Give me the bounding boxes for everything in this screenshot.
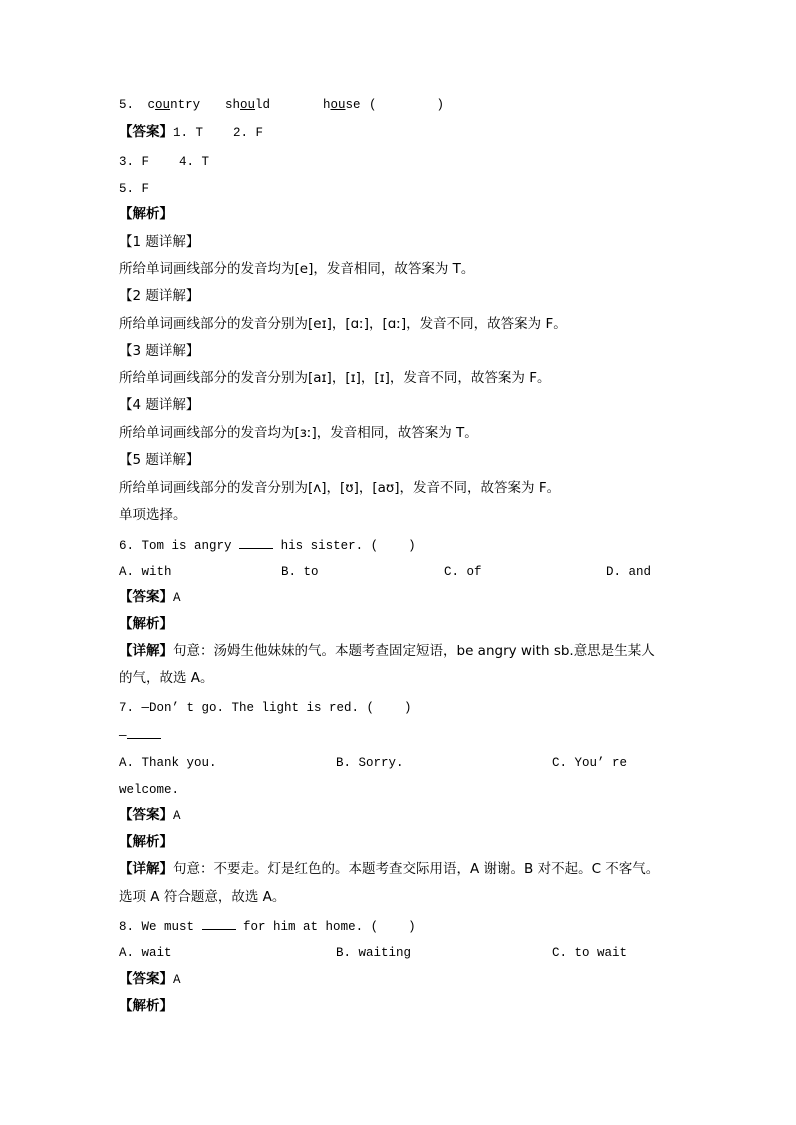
option-a: A. wait xyxy=(119,946,172,960)
option-a: A. Thank you. xyxy=(119,756,217,770)
q7-answer: 【答案】A xyxy=(119,807,181,823)
q6-answer: 【答案】A xyxy=(119,589,181,605)
question-6: 6. Tom is angry his sister. ( ) xyxy=(119,536,416,555)
q7-detail-line-1: 【详解】句意：不要走。灯是红色的。本题考查交际用语，A 谢谢。B 对不起。C 不客气。 xyxy=(119,861,660,877)
question-5 xyxy=(119,96,445,114)
answer-line-1 xyxy=(119,123,263,142)
q7-detail-line-2: 选项 A 符合题意，故选 A。 xyxy=(119,889,286,905)
option-b: B. waiting xyxy=(336,946,412,960)
option-c: C. to wait xyxy=(552,946,628,960)
answer-label: 【答案】 xyxy=(119,124,173,140)
option-c: C. of xyxy=(444,565,482,579)
detail-label-3: 【3 题详解】 xyxy=(119,343,200,359)
q6-detail-line-1: 【详解】句意：汤姆生他妹妹的气。本题考查固定短语，be angry with sb.意思是生某人 xyxy=(119,643,655,659)
q7-analysis-label: 【解析】 xyxy=(119,834,173,850)
fill-blank xyxy=(127,726,161,739)
detail-text-3: 所给单词画线部分的发音分别为[aɪ]，[ɪ]，[ɪ]，发音不同，故答案为 F。 xyxy=(119,370,551,386)
q6-analysis-label: 【解析】 xyxy=(119,616,173,632)
detail-label-2: 【2 题详解】 xyxy=(119,288,200,304)
answer-values: 1. T 2. F xyxy=(173,126,264,140)
question-8: 8. We must for him at home. ( ) xyxy=(119,917,416,936)
fill-blank xyxy=(239,536,273,549)
answer-line-3: 5. F xyxy=(119,182,150,196)
option-b: B. Sorry. xyxy=(336,756,404,770)
answer-line-2: 3. F 4. T xyxy=(119,155,210,169)
word-country: country xyxy=(147,98,201,112)
detail-text-1: 所给单词画线部分的发音均为[e]，发音相同，故答案为 T。 xyxy=(119,261,475,277)
option-c-wrap: welcome. xyxy=(119,783,180,797)
q8-analysis-label: 【解析】 xyxy=(119,998,173,1014)
q7-reply: — xyxy=(119,726,161,745)
fill-blank xyxy=(202,917,236,930)
section-title: 单项选择。 xyxy=(119,507,187,523)
word-house: house xyxy=(323,98,361,112)
detail-label-4: 【4 题详解】 xyxy=(119,397,200,413)
question-number: 5. xyxy=(119,98,135,112)
word-should: should xyxy=(225,98,271,112)
option-b: B. to xyxy=(281,565,319,579)
option-c: C. You’ re xyxy=(552,756,628,770)
option-a: A. with xyxy=(119,565,172,579)
detail-label-1: 【1 题详解】 xyxy=(119,234,200,250)
q6-detail-line-2: 的气，故选 A。 xyxy=(119,670,214,686)
question-7: 7. —Don’ t go. The light is red. ( ) xyxy=(119,701,412,715)
detail-text-4: 所给单词画线部分的发音均为[ɜː]，发音相同，故答案为 T。 xyxy=(119,425,478,441)
analysis-label: 【解析】 xyxy=(119,206,173,222)
q8-answer: 【答案】A xyxy=(119,971,181,987)
detail-label-5: 【5 题详解】 xyxy=(119,452,200,468)
answer-paren: ( ) xyxy=(369,98,445,112)
detail-text-5: 所给单词画线部分的发音分别为[ʌ]，[ʊ]，[aʊ]，发音不同，故答案为 F。 xyxy=(119,480,561,496)
option-d: D. and xyxy=(606,565,652,579)
detail-text-2: 所给单词画线部分的发音分别为[eɪ]，[ɑː]，[ɑː]，发音不同，故答案为 F。 xyxy=(119,316,567,332)
